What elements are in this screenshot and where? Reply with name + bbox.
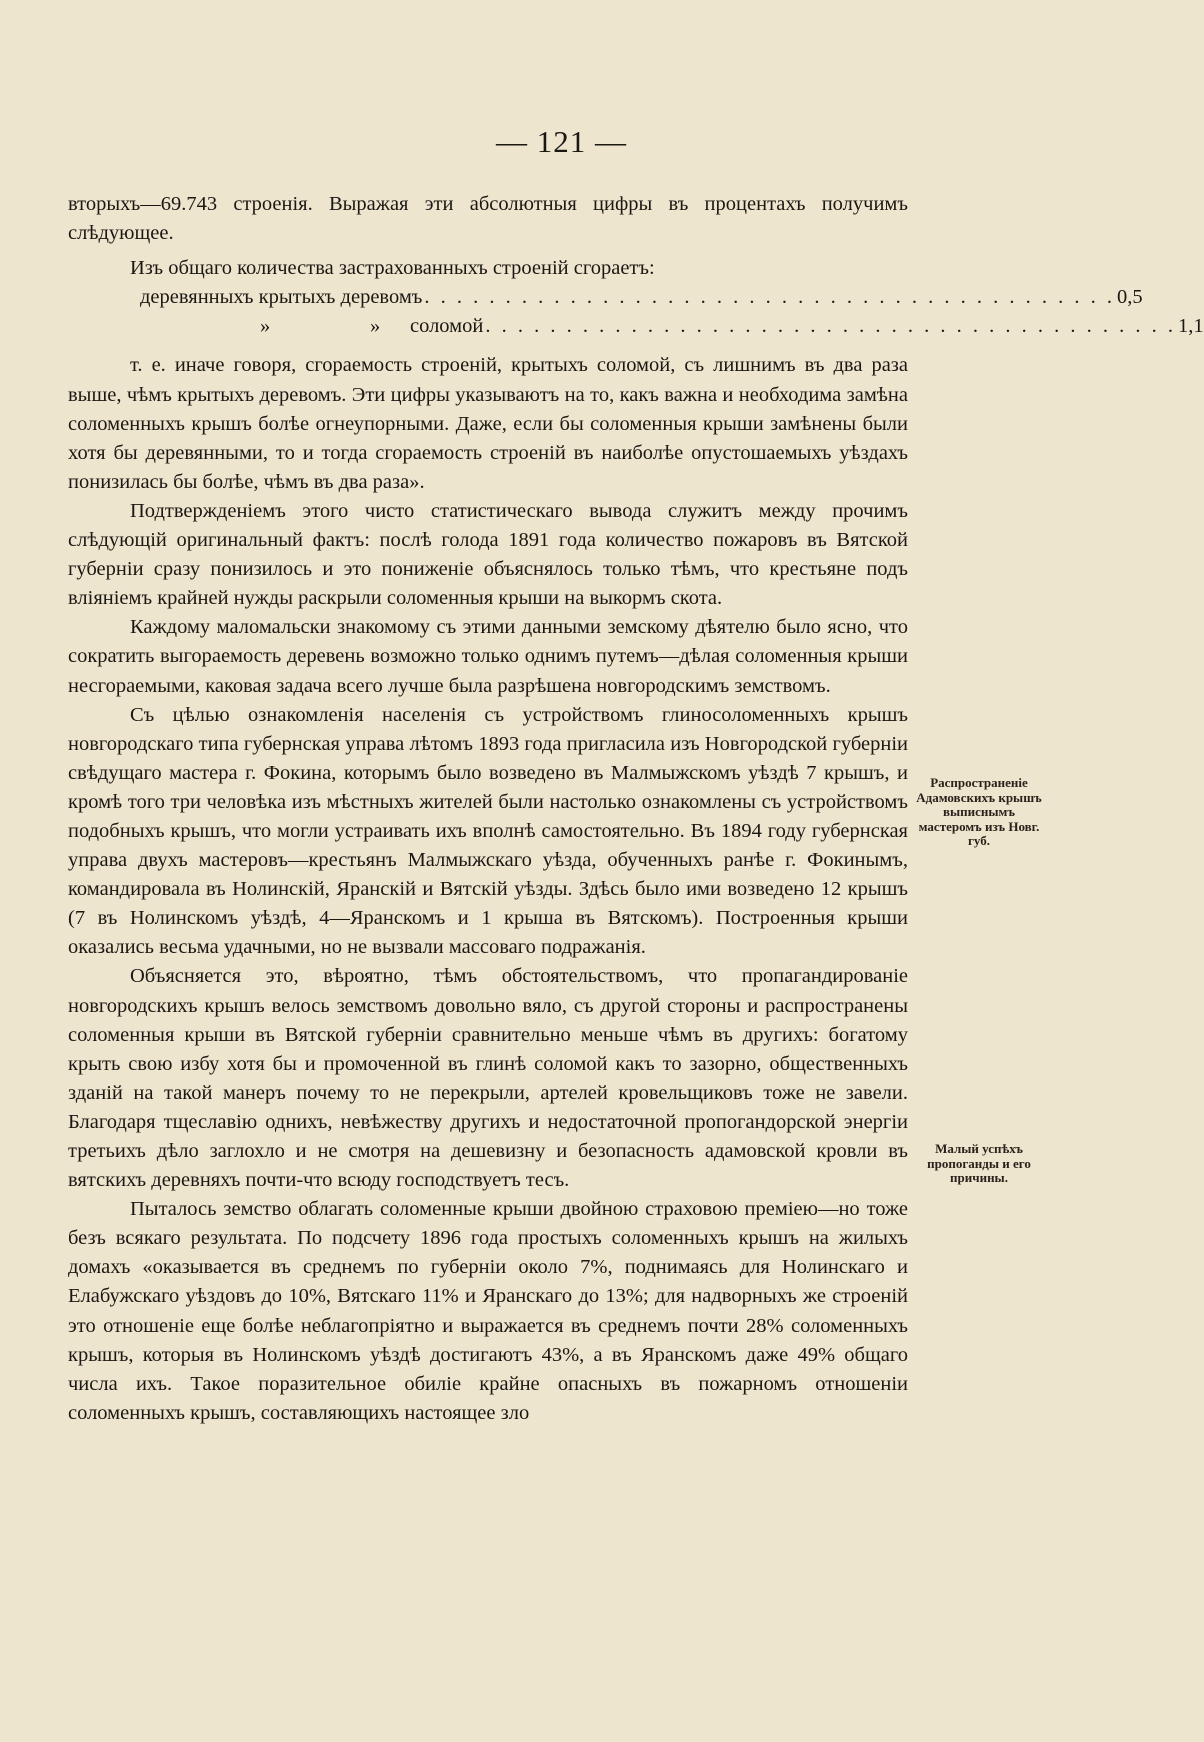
- margin-note: Малый успѣхъ пропоганды и его причины.: [927, 1141, 1031, 1185]
- ditto-mark: »: [370, 315, 381, 338]
- leader-dots: . . . . . . . . . . . . . . . . . . . . . . . . . . . . . . . . . . . . . . . . . . .: [424, 286, 1116, 309]
- paragraph: Объясняется это, вѣроятно, тѣмъ обстоятельствомъ, что пропагандированіе новгородскихъ крышъ велось земствомъ довольно вяло, съ другой стороны и распространены соломенныя крыши въ Вятской губерніи сравнительно меньше чѣмъ въ другихъ: богатому крыть свою избу хотя бы и промоченной въ глинѣ соломой какъ то зазорно, общественныхъ зданій на такой манеръ почему то не перекрыли, артелей кровельщиковъ тоже не завели. Благодаря тщеславію однихъ, невѣжеству другихъ и недостаточной пропогандорской энергіи третьихъ дѣло заглохло и не смотря на дешевизну и безопасность адамовской кровли въ вятскихъ деревняхъ почти-что всюду господствуетъ тесъ.: [68, 965, 908, 1192]
- statement-line: Изъ общаго количества застрахованныхъ строеній сгораетъ:: [130, 257, 655, 280]
- paragraph: Подтвержденіемъ этого чисто статистическаго вывода служитъ между прочимъ слѣдующій оригинальный фактъ: послѣ голода 1891 года количество пожаровъ въ Вятской губерніи сразу понизилось и это пониженіе объяснялось только тѣмъ, что крестьяне подъ вліяніемъ крайней нужды раскрыли соломенныя крыши на выкормъ скота.: [68, 499, 908, 610]
- stat-label-wood: деревянныхъ крытыхъ деревомъ: [140, 286, 423, 309]
- stat-row-wood: [140, 283, 1143, 312]
- paragraph-continuation: вторыхъ—69.743 строенія. Выражая эти абсолютныя цифры въ процентахъ получимъ слѣдующее.: [68, 193, 908, 245]
- stat-row-straw: [140, 312, 1204, 341]
- stat-value-straw: 1,1: [1178, 315, 1204, 338]
- leader-dots: . . . . . . . . . . . . . . . . . . . . . . . . . . . . . . . . . . . . . . . . . . .: [485, 315, 1176, 338]
- margin-note: Распространеніе Адамовскихъ крышъ выписнымъ мастеромъ изъ Новг. губ.: [916, 775, 1042, 848]
- paragraph: Пыталось земство облагать соломенные крыши двойною страховою преміею—но тоже безъ всякаго результата. По подсчету 1896 года простыхъ соломенныхъ крышъ на жилыхъ домахъ «оказывается въ среднемъ по губерніи около 7%, поднимаясь для Нолинскаго и Елабужскаго уѣздовъ до 10%, Вятскаго 11% и Яранскаго до 13%; для надворныхъ же строеній это отношеніе еще болѣе неблагопріятно и выражается въ среднемъ почти 28% соломенныхъ крышъ, которыя въ Нолинскомъ уѣздѣ достигаютъ 43%, а въ Яранскомъ даже 49% общаго числа ихъ. Такое поразительное обиліе крайне опасныхъ въ пожарномъ отношеніи соломенныхъ крышъ, составляющихъ настоящее зло: [68, 1198, 908, 1424]
- stat-value-wood: 0,5: [1117, 286, 1143, 309]
- paragraph: Каждому маломальски знакомому съ этими данными земскому дѣятелю было ясно, что сократить выгораемость деревень возможно только однимъ путемъ—дѣлая соломенныя крыши несгораемыми, каковая задача всего лучше была разрѣшена новгородскимъ земствомъ.: [68, 616, 908, 697]
- paragraph: т. е. иначе говоря, сгораемость строеній, крытыхъ соломой, съ лишнимъ въ два раза выше, чѣмъ крытыхъ деревомъ. Эти цифры указываютъ на то, какъ важна и необходима замѣна соломенныхъ крышъ болѣе огнеупорными. Даже, если бы соломенныя крыши замѣнены были хотя бы деревянными, то и тогда сгораемость строеній въ наиболѣе опустошаемыхъ уѣздахъ понизилась бы болѣе, чѣмъ въ два раза».: [68, 354, 908, 493]
- stat-label-straw: соломой: [410, 315, 484, 338]
- ditto-mark: »: [260, 315, 271, 338]
- paragraph: Съ цѣлью ознакомленія населенія съ устройствомъ глиносоломенныхъ крышъ новгородскаго типа губернская управа лѣтомъ 1893 года пригласила изъ Новгородской губерніи свѣдущаго мастера г. Фокина, которымъ было возведено въ Малмыжскомъ уѣздѣ 7 крышъ, и кромѣ того три человѣка изъ мѣстныхъ жителей были настолько ознакомлены съ устройствомъ подобныхъ крышъ, что могли устраивать ихъ вполнѣ самостоятельно. Въ 1894 году губернская управа двухъ мастеровъ—крестьянъ Малмыжскаго уѣзда, обученныхъ ранѣе г. Фокинымъ, командировала въ Нолинскій, Яранскій и Вятскій уѣзды. Здѣсь было ими возведено 12 крышъ (7 въ Нолинскомъ уѣздѣ, 4—Яранскомъ и 1 крыша въ Вятскомъ). Построенныя крыши оказались весьма удачными, но не вызвали массоваго подражанія.: [68, 703, 908, 959]
- page-number: — 121 —: [496, 124, 627, 159]
